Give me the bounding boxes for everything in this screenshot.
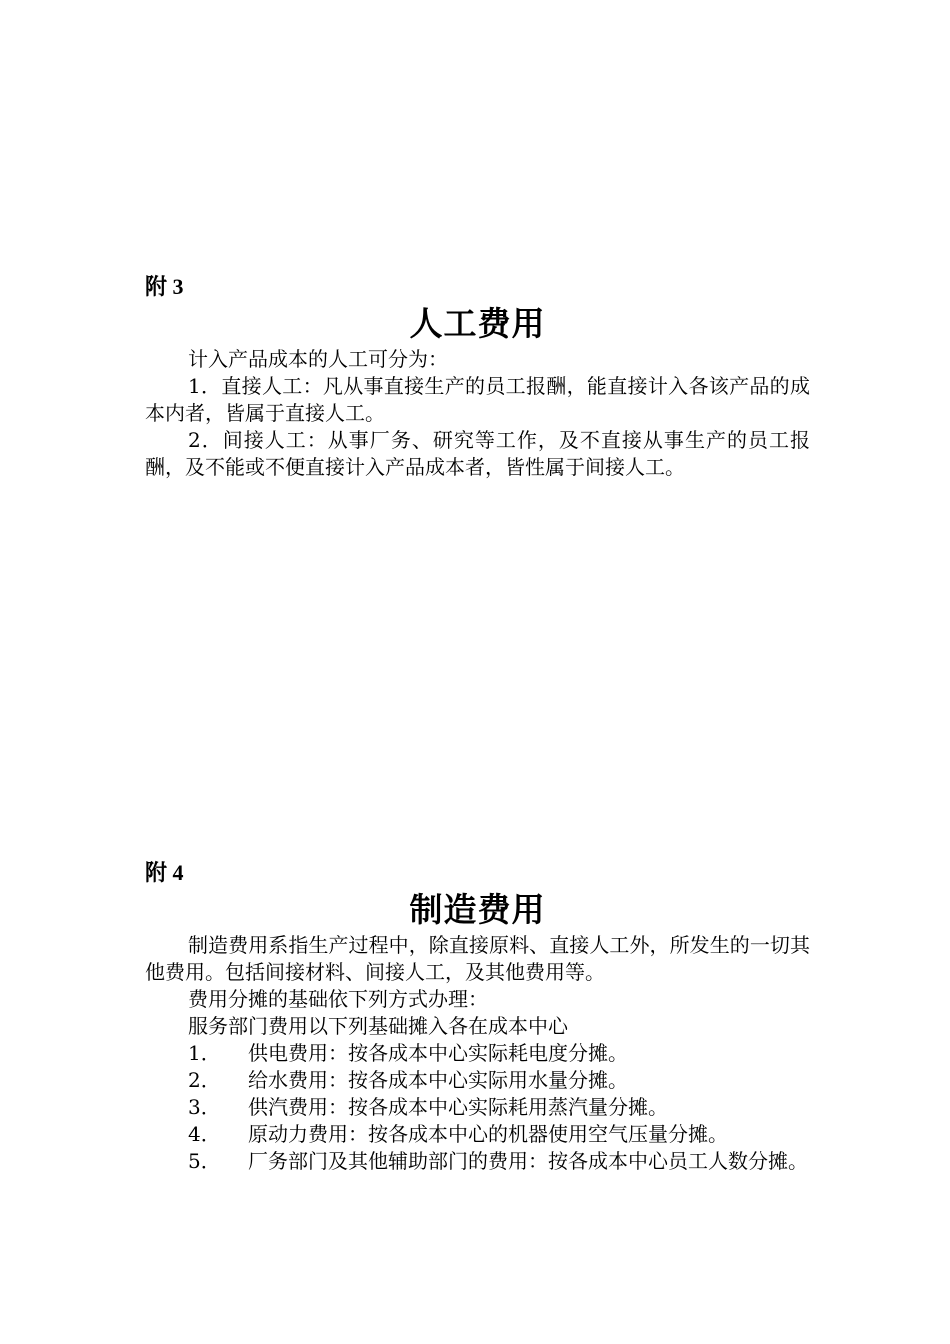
- list-item: [145, 1040, 810, 1067]
- list-item: [145, 1067, 810, 1094]
- appendix-3-label: 附 3: [145, 274, 184, 299]
- appendix-4-service-dept: 服务部门费用以下列基础摊入各在成本中心: [188, 1014, 568, 1038]
- list-item-number: 5．: [188, 1149, 221, 1173]
- appendix-3-direct-labor: 1．直接人工：凡从事直接生产的员工报酬，能直接计入各该产品的成本内者，皆属于直接人工。: [145, 374, 810, 425]
- list-item-text: 供汽费用：按各成本中心实际耗用蒸汽量分摊。: [248, 1095, 668, 1119]
- list-item: [145, 1148, 810, 1175]
- appendix-4-allocation-basis: 费用分摊的基础依下列方式办理：: [188, 987, 488, 1011]
- list-item: [145, 1094, 810, 1121]
- list-item-number: 1．: [188, 1041, 221, 1065]
- appendix-4-title: 制造费用: [409, 890, 546, 929]
- list-item-text: 厂务部门及其他辅助部门的费用：按各成本中心员工人数分摊。: [248, 1149, 808, 1173]
- allocation-list: [145, 1040, 810, 1175]
- appendix-3-section: [145, 272, 810, 481]
- appendix-4-definition: 制造费用系指生产过程中，除直接原料、直接人工外，所发生的一切其他费用。包括间接材料、间接人工，及其他费用等。: [145, 933, 810, 984]
- appendix-3-title: 人工费用: [409, 304, 546, 343]
- appendix-3-indirect-labor: 2．间接人工：从事厂务、研究等工作，及不直接从事生产的员工报酬，及不能或不便直接计入产品成本者，皆性属于间接人工。: [145, 428, 810, 479]
- appendix-4-section: [145, 858, 810, 1175]
- list-item-text: 给水费用：按各成本中心实际用水量分摊。: [248, 1068, 628, 1092]
- list-item-number: 3．: [188, 1095, 221, 1119]
- appendix-3-intro: 计入产品成本的人工可分为：: [188, 347, 448, 371]
- list-item: [145, 1121, 810, 1148]
- list-item-number: 2．: [188, 1068, 221, 1092]
- list-item-number: 4．: [188, 1122, 221, 1146]
- list-item-text: 原动力费用：按各成本中心的机器使用空气压量分摊。: [248, 1122, 728, 1146]
- appendix-4-label: 附 4: [145, 860, 184, 885]
- list-item-text: 供电费用：按各成本中心实际耗电度分摊。: [248, 1041, 628, 1065]
